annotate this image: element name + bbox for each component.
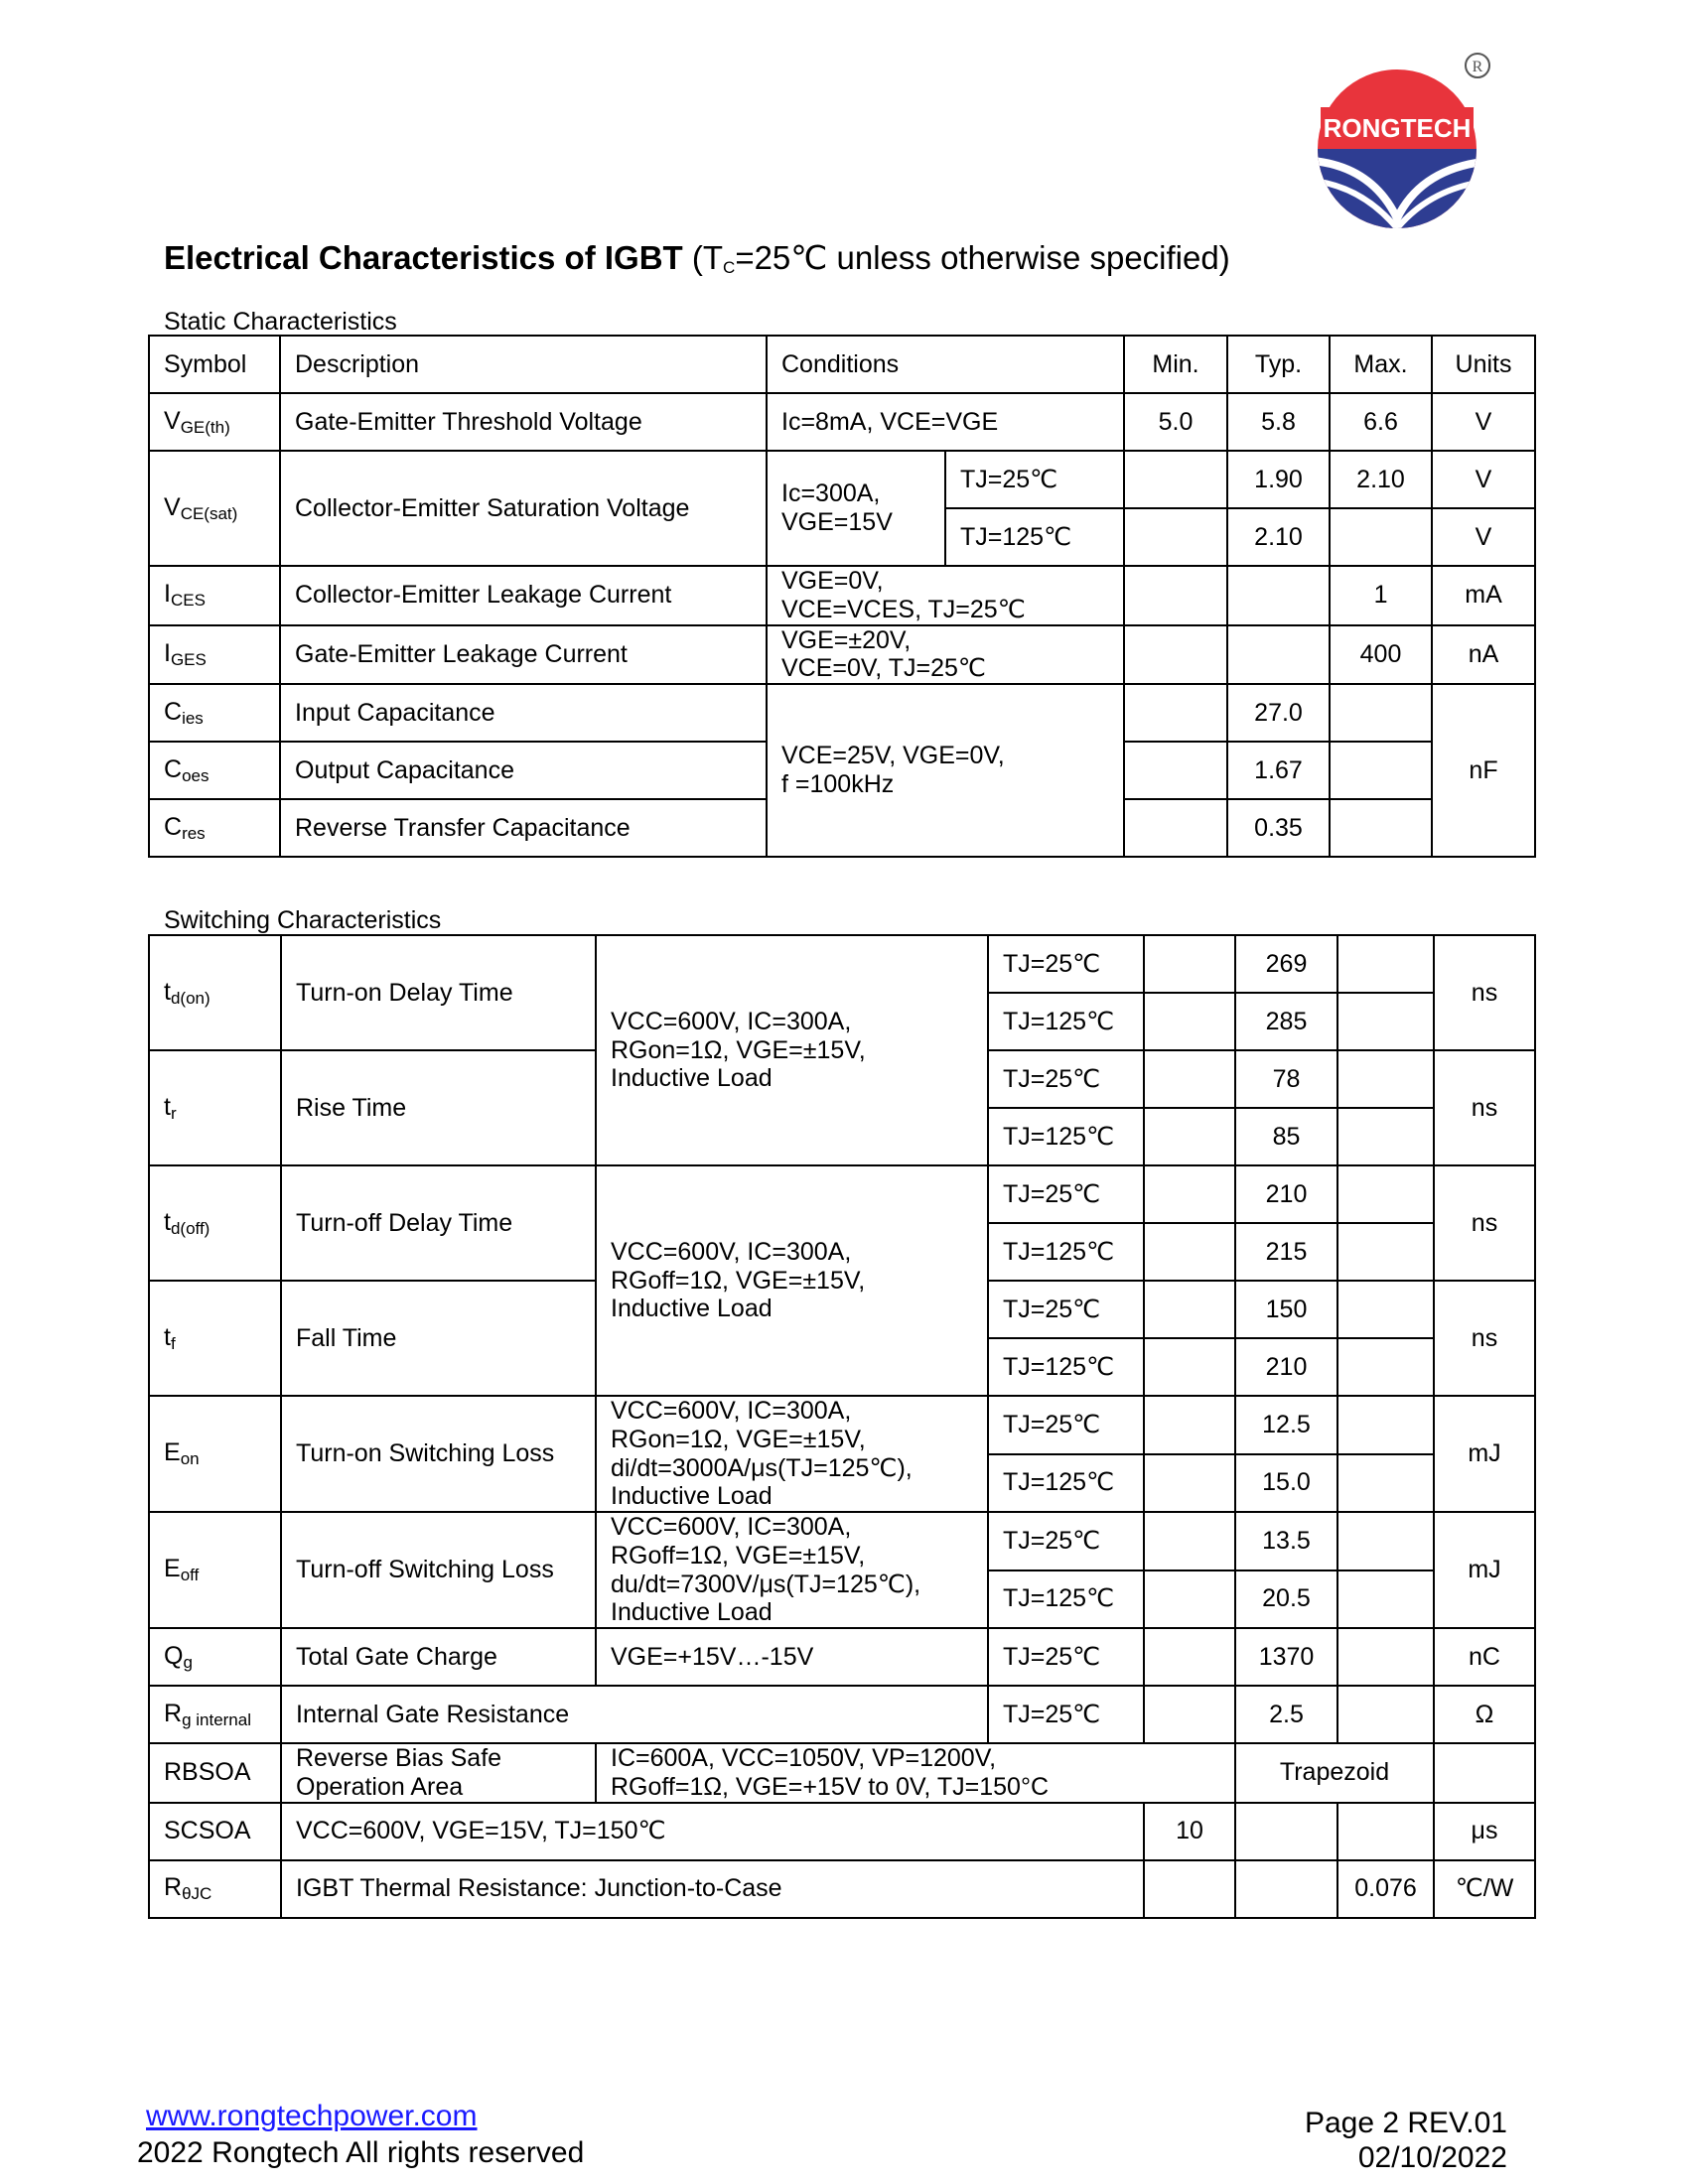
svg-text:R: R xyxy=(1472,59,1483,75)
logo-text: RONGTECH xyxy=(1323,113,1472,143)
description-cell: Turn-on Switching Loss xyxy=(281,1396,596,1512)
unit-cell: nF xyxy=(1432,684,1535,857)
typ-cell: 15.0 xyxy=(1235,1454,1337,1513)
symbol-cell: $I_{CES}$ xyxy=(149,566,280,625)
symbol-cell: $t_{d(on)}$ xyxy=(149,935,281,1050)
symbol-cell: SCSOA xyxy=(149,1803,281,1860)
conditions-cell: IC=600A, VCC=1050V, VP=1200V, RGoff=1Ω, VGE=+15V to 0V, TJ=150°C xyxy=(596,1743,1235,1803)
conditions-cell: VGE=0V, VCE=VCES, TJ=25℃ xyxy=(767,566,1124,625)
revision-date: 02/10/2022 xyxy=(1357,2141,1507,2174)
description-cell: Collector-Emitter Saturation Voltage xyxy=(280,451,767,566)
max-cell xyxy=(1337,1570,1434,1629)
tj-cell: TJ=25℃ xyxy=(988,1050,1144,1108)
conditions-cell: VGE=±20V, VCE=0V, TJ=25℃ xyxy=(767,625,1124,685)
symbol-cell: $R_{g internal}$ xyxy=(149,1686,281,1743)
page-revision: Page 2 REV.01 xyxy=(1304,2107,1507,2139)
header-description: Description xyxy=(280,336,767,393)
unit-cell: μs xyxy=(1434,1803,1535,1860)
max-cell xyxy=(1337,1338,1434,1396)
max-cell xyxy=(1337,1512,1434,1570)
min-cell xyxy=(1144,1570,1235,1629)
description-cell: Turn-on Delay Time xyxy=(281,935,596,1050)
symbol-cell: $V_{CE(sat)}$ xyxy=(149,451,280,566)
typ-cell: 285 xyxy=(1235,993,1337,1050)
table-row xyxy=(149,1686,1535,1743)
min-cell xyxy=(1124,799,1227,857)
tj-cell: TJ=25℃ xyxy=(988,1628,1144,1686)
description-cell: Total Gate Charge xyxy=(281,1628,596,1686)
min-cell xyxy=(1124,742,1227,799)
unit-cell: V xyxy=(1432,508,1535,566)
table-row xyxy=(149,684,1535,742)
unit-cell: ns xyxy=(1434,1165,1535,1281)
max-cell: 400 xyxy=(1330,625,1432,685)
min-cell: 10 xyxy=(1144,1803,1235,1860)
min-cell xyxy=(1124,508,1227,566)
table-header-row xyxy=(149,336,1535,393)
max-cell xyxy=(1337,1803,1434,1860)
table-row xyxy=(149,1512,1535,1570)
header-symbol: Symbol xyxy=(149,336,280,393)
tj-cell: TJ=125℃ xyxy=(945,508,1124,566)
min-cell xyxy=(1144,1108,1235,1165)
typ-cell: 210 xyxy=(1235,1165,1337,1223)
conditions-cell: VCC=600V, IC=300A, RGoff=1Ω, VGE=±15V, Inductive Load xyxy=(596,1165,988,1396)
table-row xyxy=(149,1803,1535,1860)
static-section-label: Static Characteristics xyxy=(164,308,397,336)
unit-cell: ns xyxy=(1434,1281,1535,1396)
min-cell xyxy=(1144,993,1235,1050)
min-cell xyxy=(1124,566,1227,625)
conditions-cell: VCC=600V, IC=300A, RGoff=1Ω, VGE=±15V, du/dt=7300V/μs(TJ=125℃), Inductive Load xyxy=(596,1512,988,1628)
max-cell: 0.076 xyxy=(1337,1860,1434,1918)
description-cell: Output Capacitance xyxy=(280,742,767,799)
min-cell xyxy=(1144,1281,1235,1338)
max-cell xyxy=(1337,1050,1434,1108)
header-min: Min. xyxy=(1124,336,1227,393)
max-cell xyxy=(1337,1628,1434,1686)
max-cell xyxy=(1337,993,1434,1050)
typ-cell: 1.90 xyxy=(1227,451,1330,508)
symbol-cell: RBSOA xyxy=(149,1743,281,1803)
typ-cell: 5.8 xyxy=(1227,393,1330,451)
unit-cell: nA xyxy=(1432,625,1535,685)
table-row xyxy=(149,625,1535,685)
typ-cell: 210 xyxy=(1235,1338,1337,1396)
header-conditions: Conditions xyxy=(767,336,1124,393)
unit-cell: mJ xyxy=(1434,1396,1535,1512)
table-row xyxy=(149,935,1535,993)
unit-cell: Ω xyxy=(1434,1686,1535,1743)
switching-table xyxy=(148,934,1536,1919)
unit-cell: ℃/W xyxy=(1434,1860,1535,1918)
static-table xyxy=(148,335,1536,858)
typ-cell: 1370 xyxy=(1235,1628,1337,1686)
symbol-cell: $E_{off}$ xyxy=(149,1512,281,1628)
min-cell xyxy=(1144,1050,1235,1108)
table-row xyxy=(149,1396,1535,1454)
max-cell xyxy=(1330,508,1432,566)
typ-cell: 2.10 xyxy=(1227,508,1330,566)
min-cell xyxy=(1144,1454,1235,1513)
unit-cell xyxy=(1434,1743,1535,1803)
copyright-text: 2022 Rongtech All rights reserved xyxy=(137,2136,585,2169)
unit-cell: V xyxy=(1432,393,1535,451)
description-cell: Turn-off Delay Time xyxy=(281,1165,596,1281)
typ-cell: 1.67 xyxy=(1227,742,1330,799)
typ-cell: 0.35 xyxy=(1227,799,1330,857)
conditions-cell: VCE=25V, VGE=0V, f =100kHz xyxy=(767,684,1124,857)
typ-cell: 2.5 xyxy=(1235,1686,1337,1743)
header-units: Units xyxy=(1432,336,1535,393)
unit-cell: mA xyxy=(1432,566,1535,625)
description-cell: VCC=600V, VGE=15V, TJ=150℃ xyxy=(281,1803,1144,1860)
tj-cell: TJ=125℃ xyxy=(988,993,1144,1050)
typ-cell: 27.0 xyxy=(1227,684,1330,742)
min-cell xyxy=(1144,1338,1235,1396)
max-cell xyxy=(1337,1454,1434,1513)
table-row xyxy=(149,566,1535,625)
symbol-cell: $t_f$ xyxy=(149,1281,281,1396)
typ-cell xyxy=(1235,1860,1337,1918)
website-link[interactable]: www.rongtechpower.com xyxy=(146,2100,478,2132)
typ-cell: 20.5 xyxy=(1235,1570,1337,1629)
header-typ: Typ. xyxy=(1227,336,1330,393)
conditions-cell: Ic=300A, VGE=15V xyxy=(767,451,945,566)
table-row xyxy=(149,1628,1535,1686)
symbol-cell: $C_{res}$ xyxy=(149,799,280,857)
description-cell: Fall Time xyxy=(281,1281,596,1396)
value-cell: Trapezoid xyxy=(1235,1743,1434,1803)
min-cell xyxy=(1144,1628,1235,1686)
tj-cell: TJ=125℃ xyxy=(988,1223,1144,1281)
conditions-cell: VCC=600V, IC=300A, RGon=1Ω, VGE=±15V, di/dt=3000A/μs(TJ=125℃), Inductive Load xyxy=(596,1396,988,1512)
tj-cell: TJ=25℃ xyxy=(988,1165,1144,1223)
unit-cell: mJ xyxy=(1434,1512,1535,1628)
symbol-cell: $t_r$ xyxy=(149,1050,281,1165)
min-cell xyxy=(1144,935,1235,993)
min-cell xyxy=(1144,1396,1235,1454)
typ-cell: 215 xyxy=(1235,1223,1337,1281)
typ-cell: 85 xyxy=(1235,1108,1337,1165)
table-row xyxy=(149,451,1535,508)
min-cell xyxy=(1124,451,1227,508)
unit-cell: ns xyxy=(1434,935,1535,1050)
table-row xyxy=(149,1743,1535,1803)
symbol-cell: $E_{on}$ xyxy=(149,1396,281,1512)
symbol-cell: $t_{d(off)}$ xyxy=(149,1165,281,1281)
typ-cell: 150 xyxy=(1235,1281,1337,1338)
typ-cell xyxy=(1235,1803,1337,1860)
typ-cell: 13.5 xyxy=(1235,1512,1337,1570)
symbol-cell: $V_{GE(th)}$ xyxy=(149,393,280,451)
max-cell xyxy=(1330,742,1432,799)
conditions-cell: VGE=+15V…-15V xyxy=(596,1628,988,1686)
max-cell xyxy=(1330,799,1432,857)
symbol-cell: $I_{GES}$ xyxy=(149,625,280,685)
header-max: Max. xyxy=(1330,336,1432,393)
symbol-cell: $C_{ies}$ xyxy=(149,684,280,742)
min-cell xyxy=(1144,1686,1235,1743)
max-cell: 2.10 xyxy=(1330,451,1432,508)
min-cell xyxy=(1124,625,1227,685)
description-cell: Input Capacitance xyxy=(280,684,767,742)
min-cell xyxy=(1144,1512,1235,1570)
symbol-cell: $R_{\theta JC}$ xyxy=(149,1860,281,1918)
tj-cell: TJ=125℃ xyxy=(988,1108,1144,1165)
max-cell xyxy=(1337,1165,1434,1223)
min-cell xyxy=(1144,1165,1235,1223)
description-cell: Collector-Emitter Leakage Current xyxy=(280,566,767,625)
conditions-cell: Ic=8mA, VCE=VGE xyxy=(767,393,1124,451)
table-row xyxy=(149,1165,1535,1223)
min-cell xyxy=(1124,684,1227,742)
tj-cell: TJ=125℃ xyxy=(988,1454,1144,1513)
tj-cell: TJ=25℃ xyxy=(988,1686,1144,1743)
description-cell: Turn-off Switching Loss xyxy=(281,1512,596,1628)
unit-cell: ns xyxy=(1434,1050,1535,1165)
description-cell: Gate-Emitter Threshold Voltage xyxy=(280,393,767,451)
tj-cell: TJ=125℃ xyxy=(988,1570,1144,1629)
tj-cell: TJ=25℃ xyxy=(945,451,1124,508)
table-row xyxy=(149,393,1535,451)
symbol-cell: $C_{oes}$ xyxy=(149,742,280,799)
typ-cell: 12.5 xyxy=(1235,1396,1337,1454)
description-cell: Rise Time xyxy=(281,1050,596,1165)
tj-cell: TJ=125℃ xyxy=(988,1338,1144,1396)
unit-cell: V xyxy=(1432,451,1535,508)
max-cell xyxy=(1337,1108,1434,1165)
tj-cell: TJ=25℃ xyxy=(988,935,1144,993)
min-cell xyxy=(1144,1223,1235,1281)
description-cell: Reverse Transfer Capacitance xyxy=(280,799,767,857)
typ-cell: 269 xyxy=(1235,935,1337,993)
max-cell: 6.6 xyxy=(1330,393,1432,451)
max-cell xyxy=(1330,684,1432,742)
description-cell: Internal Gate Resistance xyxy=(281,1686,988,1743)
typ-cell xyxy=(1227,625,1330,685)
max-cell xyxy=(1337,1686,1434,1743)
tj-cell: TJ=25℃ xyxy=(988,1512,1144,1570)
unit-cell: nC xyxy=(1434,1628,1535,1686)
switching-section-label: Switching Characteristics xyxy=(164,906,442,934)
max-cell xyxy=(1337,935,1434,993)
description-cell: Gate-Emitter Leakage Current xyxy=(280,625,767,685)
max-cell xyxy=(1337,1223,1434,1281)
min-cell xyxy=(1144,1860,1235,1918)
max-cell xyxy=(1337,1396,1434,1454)
conditions-cell: VCC=600V, IC=300A, RGon=1Ω, VGE=±15V, Inductive Load xyxy=(596,935,988,1165)
rongtech-logo xyxy=(1303,50,1501,228)
description-cell: Reverse Bias Safe Operation Area xyxy=(281,1743,596,1803)
page-title: Electrical Characteristics of IGBT ($T_C=25℃$ unless otherwise specified) xyxy=(164,239,1230,277)
max-cell: 1 xyxy=(1330,566,1432,625)
max-cell xyxy=(1337,1281,1434,1338)
tj-cell: TJ=25℃ xyxy=(988,1281,1144,1338)
tj-cell: TJ=25℃ xyxy=(988,1396,1144,1454)
typ-cell: 78 xyxy=(1235,1050,1337,1108)
typ-cell xyxy=(1227,566,1330,625)
symbol-cell: $Q_g$ xyxy=(149,1628,281,1686)
table-row xyxy=(149,1860,1535,1918)
min-cell: 5.0 xyxy=(1124,393,1227,451)
description-cell: IGBT Thermal Resistance: Junction-to-Case xyxy=(281,1860,1144,1918)
